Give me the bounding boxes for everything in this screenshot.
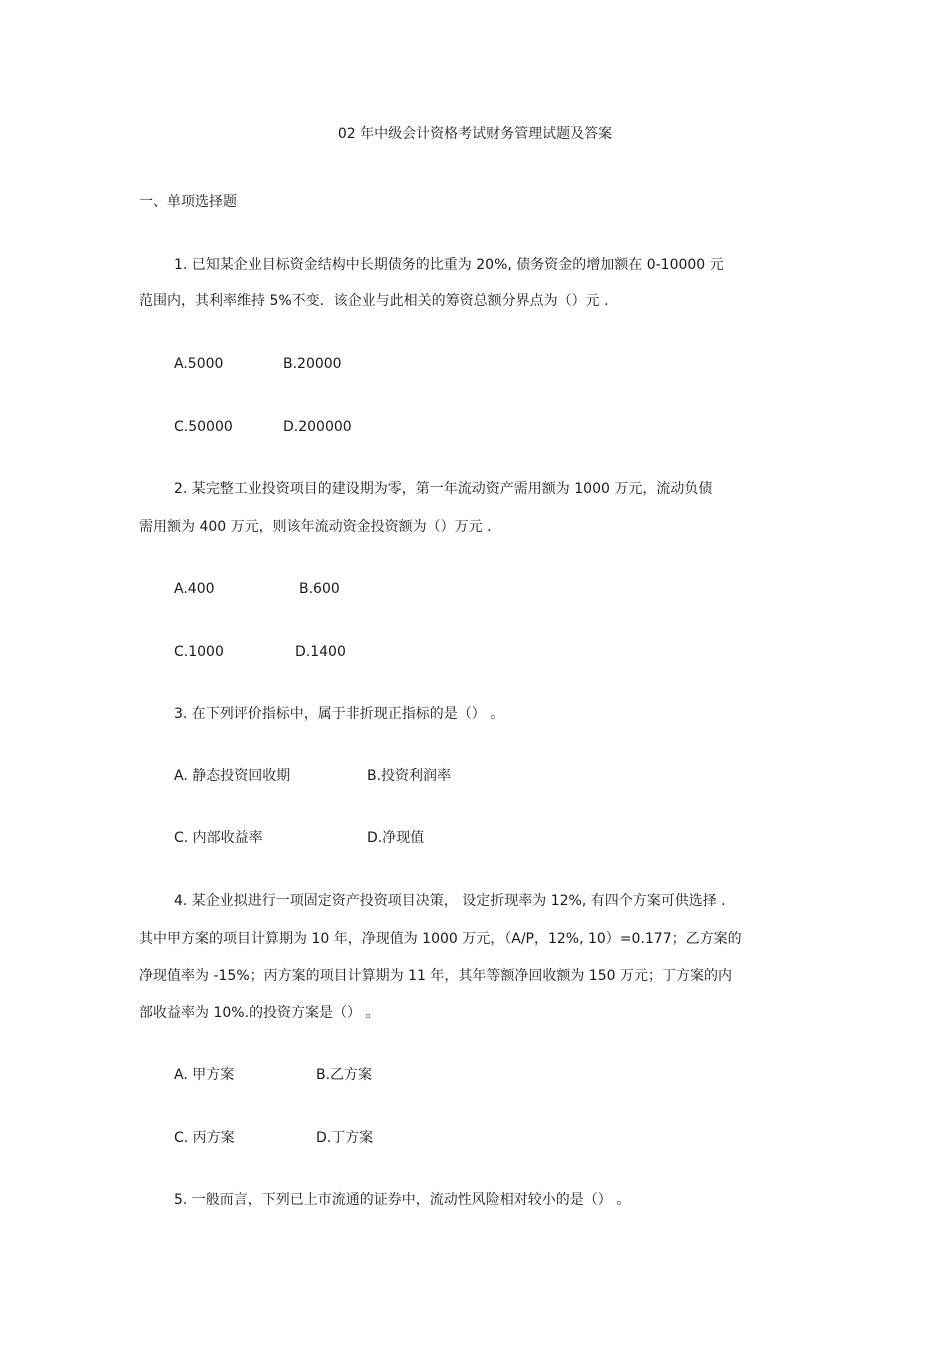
question-2-option-d: D.1400 [295, 644, 346, 660]
question-2-line-1: 2. 某完整工业投资项目的建设期为零，第一年流动资产需用额为 1000 万元，流动负债 [174, 481, 713, 497]
question-4-option-c: C. 丙方案 [174, 1130, 235, 1146]
question-1-line-2: 范围内，其利率维持 5%不变．该企业与此相关的筹资总额分界点为（）元 . [139, 293, 609, 309]
question-2-line-2: 需用额为 400 万元，则该年流动资金投资额为（）万元 . [139, 519, 492, 535]
question-3-option-b: B.投资利润率 [367, 768, 452, 784]
question-3-option-a: A. 静态投资回收期 [174, 768, 291, 784]
question-4-line-2: 其中甲方案的项目计算期为 10 年，净现值为 1000 万元，（A/P，12%, 10）=0.177；乙方案的 [139, 931, 742, 947]
question-4-option-b: B.乙方案 [316, 1067, 373, 1083]
question-3-option-d: D.净现值 [367, 830, 425, 846]
question-1-option-b: B.20000 [283, 356, 342, 372]
question-2-option-c: C.1000 [174, 644, 224, 660]
question-1-option-a: A.5000 [174, 356, 224, 372]
question-4-line-1: 4. 某企业拟进行一项固定资产投资项目决策， 设定折现率为 12%, 有四个方案可供选择 . [174, 893, 726, 909]
question-4-line-4: 部收益率为 10%.的投资方案是（） 。 [139, 1005, 380, 1021]
document-title: 02 年中级会计资格考试财务管理试题及答案 [337, 126, 613, 142]
question-2-option-a: A.400 [174, 581, 215, 597]
question-4-line-3: 净现值率为 -15%；丙方案的项目计算期为 11 年，其年等额净回收额为 150 万元；丁方案的内 [139, 968, 732, 984]
question-3-line-1: 3. 在下列评价指标中，属于非折现正指标的是（） 。 [174, 706, 505, 722]
question-3-option-c: C. 内部收益率 [174, 830, 263, 846]
question-1-option-d: D.200000 [283, 419, 352, 435]
question-4-option-a: A. 甲方案 [174, 1067, 235, 1083]
question-1-line-1: 1. 已知某企业目标资金结构中长期债务的比重为 20%, 债务资金的增加额在 0-10000 元 [174, 257, 724, 273]
question-1-option-c: C.50000 [174, 419, 233, 435]
section-heading: 一、单项选择题 [139, 194, 237, 210]
question-2-option-b: B.600 [299, 581, 340, 597]
question-5-line-1: 5. 一般而言，下列已上市流通的证券中，流动性风险相对较小的是（） 。 [174, 1192, 631, 1208]
question-4-option-d: D.丁方案 [316, 1130, 374, 1146]
